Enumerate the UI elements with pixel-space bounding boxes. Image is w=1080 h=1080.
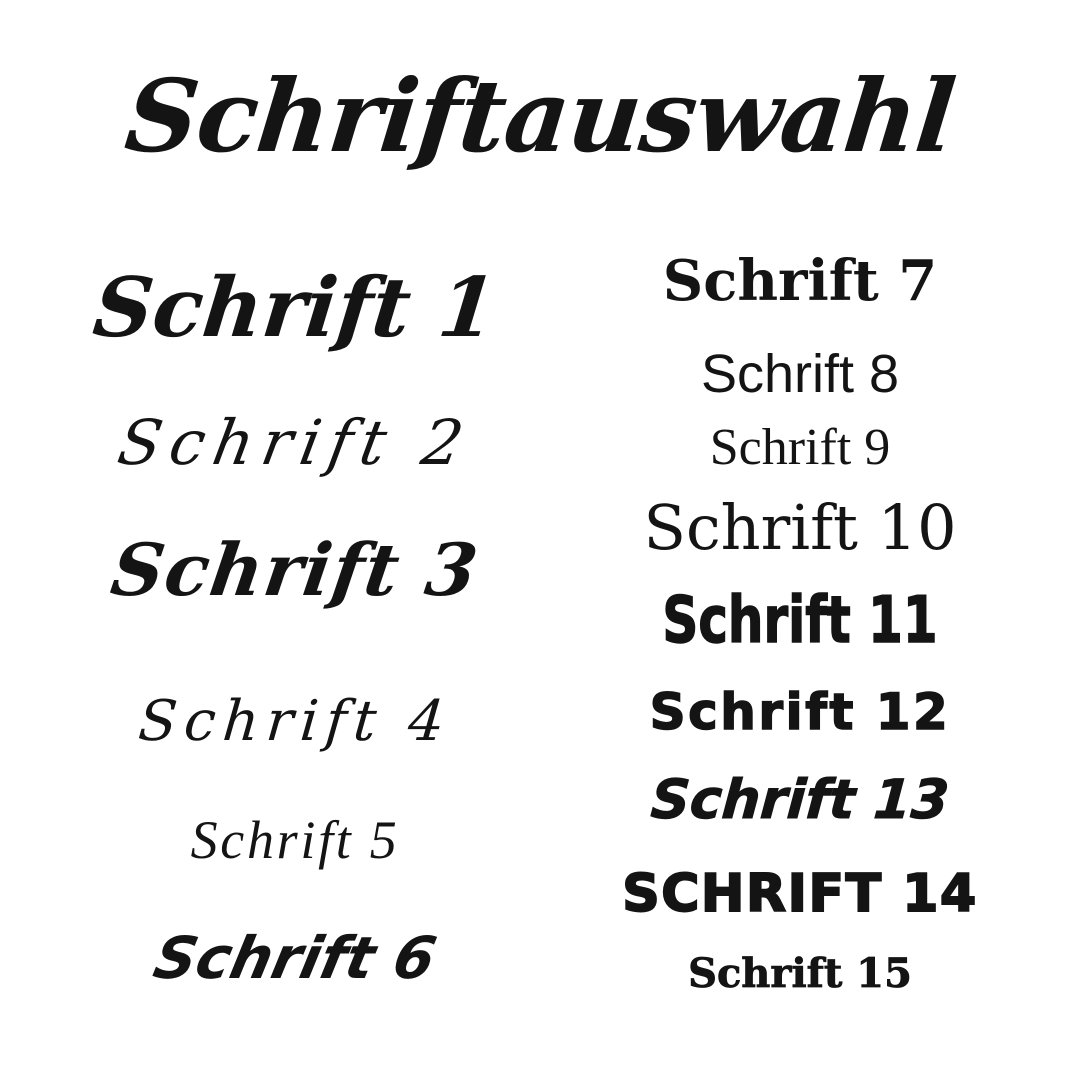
font-sample-schrift-7: Schrift 7 — [662, 248, 938, 314]
font-sample-schrift-4: Schrift 4 — [135, 689, 455, 754]
font-sample-schrift-5: Schrift 5 — [190, 810, 400, 870]
font-sample-schrift-2: Schrift 2 — [112, 406, 478, 479]
font-sample-schrift-6: Schrift 6 — [148, 924, 442, 992]
font-sample-schrift-11: Schrift 11 — [662, 584, 938, 658]
page-title: Schriftauswahl — [120, 57, 960, 175]
font-sample-schrift-14: SCHRIFT 14 — [622, 864, 978, 924]
font-sample-schrift-8: Schrift 8 — [700, 344, 900, 404]
font-sample-schrift-1: Schrift 1 — [89, 260, 501, 356]
font-sample-schrift-3: Schrift 3 — [106, 527, 484, 612]
font-sample-schrift-15: Schrift 15 — [688, 950, 912, 997]
font-sample-schrift-12: Schrift 12 — [649, 683, 951, 741]
font-sample-schrift-13: Schrift 13 — [648, 768, 952, 831]
font-sample-schrift-10: Schrift 10 — [643, 491, 957, 564]
font-sample-schrift-9: Schrift 9 — [709, 419, 891, 476]
